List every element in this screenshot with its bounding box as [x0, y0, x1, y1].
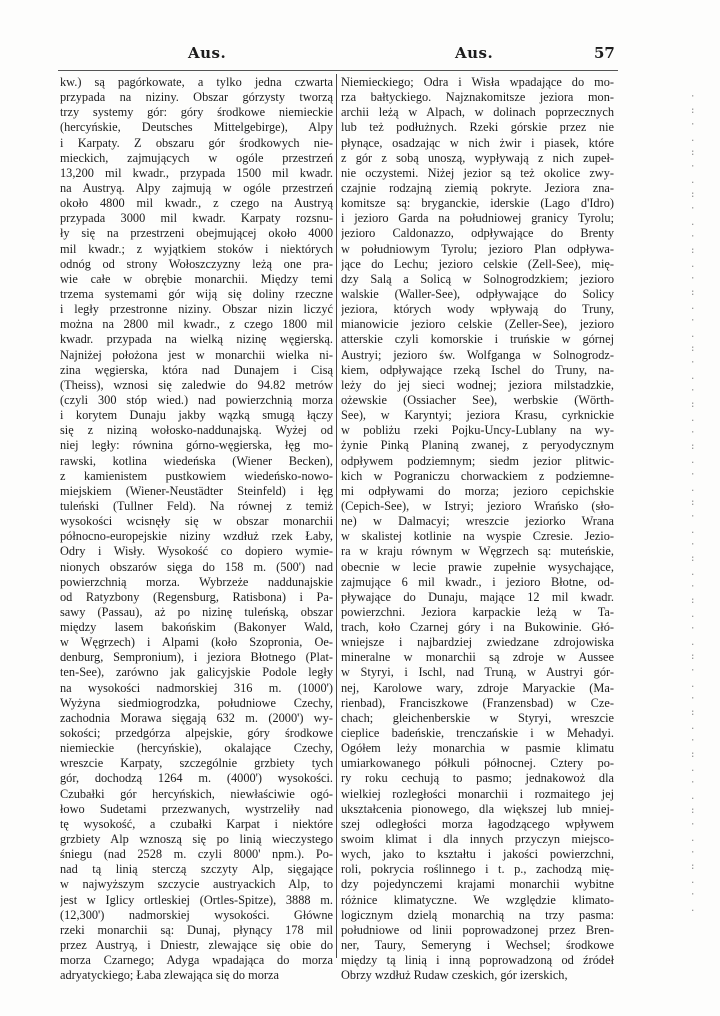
text-line: kwadr. przypada na wielką nizinę węgierską.	[60, 332, 333, 347]
text-line: jące do Lechu; jezioro celskie (Zell-See), mię-	[341, 256, 614, 271]
header-right-word: Aus.	[455, 44, 494, 62]
text-line: wych, jako to kształtu i jakości powierzchni,	[341, 847, 614, 862]
text-line: mieckich, zajmujących w ogóle przestrzeń	[60, 150, 333, 165]
text-line: wniejsze i najbardziej zwiedzane zdrojowiska	[341, 635, 614, 650]
text-line: umiarkowanego półkuli północnej. Cztery po-	[341, 756, 614, 771]
text-line: (hercyńskie, Deutsches Mittelgebirge), Alpy	[60, 120, 333, 135]
text-line: wysokości wcisnęły się w obszar monarchii	[60, 514, 333, 529]
text-line: dzy Salą a Solicą w Solnogrodzkiem; jezioro	[341, 271, 614, 286]
text-line: w najwyższym szczycie austryackich Alp, to	[60, 877, 333, 892]
text-line: walskie (Waller-See), odpływające do Solicy	[341, 286, 614, 301]
text-line: obecnie w lecie prawie zupełnie wysychające,	[341, 559, 614, 574]
text-line: w Styryi, i Ischl, nad Truną, w Austryi gór-	[341, 665, 614, 680]
left-column	[60, 75, 333, 983]
column-divider	[336, 74, 337, 958]
text-line: i jezioro Garda na południowej granicy Tyrolu;	[341, 211, 614, 226]
text-line: czajnie rodzajną ziemią pokryte. Jeziora zna-	[341, 180, 614, 195]
text-line: rawski, kotlina wiedeńska (Wiener Becken),	[60, 453, 333, 468]
text-line: cieplice badeńskie, trenczańskie i w Mehadyi.	[341, 726, 614, 741]
text-line: mineralne w monarchii są zdroje w Aussee	[341, 650, 614, 665]
text-line: żynie Pinką Planiną zwanej, z peryodycznym	[341, 438, 614, 453]
text-line: sokości; przedgórza alpejskie, góry środkowe	[60, 726, 333, 741]
text-line: Wyżyna siedmiogrodzka, południowe Czechy,	[60, 695, 333, 710]
text-line: Odry i Wisły. Wysokość co dopiero wymie-	[60, 544, 333, 559]
scan-margin-noise: · : · . : · . : · . · : . · : . · . : · . · : . · : . · . : · . · : . · : . · . : · . · : . · : . · . : · . · : . · .	[690, 92, 696, 914]
text-line: ra w kraju równym w Węgrzech są: muteńskie,	[341, 544, 614, 559]
text-line: Najniżej położona jest w monarchii wielka ni-	[60, 347, 333, 362]
text-line: mianowicie jezioro celskie (Zeller-See), jezioro	[341, 317, 614, 332]
text-line: ły się na przestrzeni obejmującej około 4000	[60, 226, 333, 241]
text-line: z gór z sobą unoszą, wypływają z nich zupeł-	[341, 150, 614, 165]
text-line: powierzchnią morza. Wybrzeże naddunajskie	[60, 574, 333, 589]
text-line: powierzchni. Jeziora karpackie leżą w Ta-	[341, 604, 614, 619]
text-line: ry roku cechują to pasmo; jednakowoż dla	[341, 771, 614, 786]
text-line: z kamienistem pustkowiem wiedeńsko-nowo-	[60, 468, 333, 483]
text-line: wie całe w obrębie monarchii. Między temi	[60, 271, 333, 286]
text-line: i Karpaty. Z obszaru gór środkowych nie-	[60, 135, 333, 150]
text-line: adryatyckiego; Łaba zlewająca się do morza	[60, 968, 279, 983]
text-line: morza Czarnego; Adyga wpadająca do morza	[60, 953, 333, 968]
right-column	[341, 75, 614, 983]
text-line: północno-europejskie niziny wzdłuż rzek Łaby,	[60, 529, 333, 544]
text-line: nie oczystemi. Niżej jezior są też okolice zwy-	[341, 165, 614, 180]
text-line: ne) w Dalmacyi; wreszcie jeziorko Wrana	[341, 514, 614, 529]
text-line: See), w Karyntyi; jeziora Krasu, cyrknickie	[341, 408, 614, 423]
text-line: między lasem bakońskim (Bakonyer Wald,	[60, 620, 333, 635]
text-line: w Węgrzech) i Alpami (koło Szopronia, Oe-	[60, 635, 333, 650]
text-line: między tą linią i inną poprowadzoną od źródeł	[341, 953, 614, 968]
text-line: od Ratyzbony (Regensburg, Ratisbona) i Pa-	[60, 589, 333, 604]
text-line: tę wysokość, a czubałki Karpat i niektóre	[60, 816, 333, 831]
text-line: w południowym Tyrolu; jezioro Plan odpływa-	[341, 241, 614, 256]
text-line: wreszcie Karpaty, szczególnie grzbiety tych	[60, 756, 333, 771]
text-line: tuleński (Tullner Feld). Na równej z temiż	[60, 498, 333, 513]
text-line: (Cepich-See), w Istryi; jezioro Wrańsko (sło-	[341, 498, 614, 513]
text-line: ożewskie (Ossiacher See), werbskie (Wörth-	[341, 392, 614, 407]
text-line: nej, Karolowe wary, zdroje Maryackie (Ma-	[341, 680, 614, 695]
text-line: się z niziną wołosko-naddunajską. Wyżej od	[60, 423, 333, 438]
text-line: ner, Taury, Semeryng i Wechsel; środkowe	[341, 938, 614, 953]
text-line: Austryi; jezioro św. Wolfganga w Solnogrodz-	[341, 347, 614, 362]
text-line: jeziora, których wody wpływają do Truny,	[341, 302, 614, 317]
page-number: 57	[594, 44, 615, 62]
text-line: swoim klimat i dla innych przyczyn miejsco-	[341, 832, 614, 847]
text-line: i korytem Dunaju jakby wązką smugą łączy	[60, 408, 333, 423]
text-line: trzy systemy gór: góry środkowe niemieckie	[60, 105, 333, 120]
text-line: nad tą linią sterczą szczyty Alp, sięgające	[60, 862, 333, 877]
text-line: lub też podłużnych. Rzeki górskie przez nie	[341, 120, 614, 135]
text-line: grzbiety Alp wznoszą się po linią wieczystego	[60, 832, 333, 847]
text-line: ukształcenia pionowego, dla większej lub mniej-	[341, 801, 614, 816]
text-line: przypada 3000 mil kwadr. Karpaty rozsnu-	[60, 211, 333, 226]
text-line: różnice klimatyczne. We względzie klimato-	[341, 892, 614, 907]
text-line: śniegu (nad 2528 m. czyli 8000' npm.). Po-	[60, 847, 333, 862]
text-line: rza bałtyckiego. Najznakomitsze jeziora mon-	[341, 90, 614, 105]
running-header	[0, 44, 720, 70]
text-line: zina węgierska, która nad Dunajem i Cisą	[60, 362, 333, 377]
text-line: 13,200 mil kwadr., przypada 1500 mil kwadr.	[60, 165, 333, 180]
text-line: odpływem podziemnym; siedm jezior plitwic-	[341, 453, 614, 468]
text-line: nionych obszarów sięga do 158 m. (500') nad	[60, 559, 333, 574]
text-line: ten-See), zarówno jak galicyjskie Podole legły	[60, 665, 333, 680]
text-line: na wysokości nadmorskiej 316 m. (1000')	[60, 680, 333, 695]
text-line: trach, koło Czarnej góry i na Bukowinie. Głó-	[341, 620, 614, 635]
text-line: mi odpływami do morza; jezioro cepichskie	[341, 483, 614, 498]
text-line: logicznym dzielą monarchią na trzy pasma:	[341, 907, 614, 922]
text-line: pływające do Dunaju, mające 12 mil kwadr.	[341, 589, 614, 604]
text-line: komitsze są: bryganckie, iderskie (Lago d'Idro)	[341, 196, 614, 211]
text-line: Ogółem leży monarchia w pasmie klimatu	[341, 741, 614, 756]
text-line: Obrzy wzdłuż Rudaw czeskich, gór izerskich,	[341, 968, 568, 983]
text-line: około 4800 mil kwadr., z czego na Austryą	[60, 196, 333, 211]
text-line: roli, pokrycia roślinnego i t. p., zachodzą mię-	[341, 862, 614, 877]
text-line: chach; gleichenberskie w Styryi, wreszcie	[341, 710, 614, 725]
header-left-word: Aus.	[188, 44, 227, 62]
text-line: (Theiss), wznosi się zaledwie do 94.82 metrów	[60, 377, 333, 392]
text-line: łowo Sudetami przezwanych, wystrzeliły nad	[60, 801, 333, 816]
text-line: miejskiem (Wiener-Neustädter Steinfeld) i łęg	[60, 483, 333, 498]
text-line: szej odległości morza łagodzącego wpływem	[341, 816, 614, 831]
text-line: kich w Pograniczu chorwackiem z podziemne-	[341, 468, 614, 483]
text-line: przypada na niziny. Obszar górzysty tworzą	[60, 90, 333, 105]
text-line: archii leżą w Alpach, w dolinach poprzecznych	[341, 105, 614, 120]
text-line: wielkiej rozległości monarchii i rozmaitego jej	[341, 786, 614, 801]
text-line: jest w Iglicy ortleskiej (Ortles-Spitze), 3888 m.	[60, 892, 333, 907]
text-line: dzy pojedynczemi krajami monarchii wybitne	[341, 877, 614, 892]
text-line: niemieckie (hercyńskie), okalające Czechy,	[60, 741, 333, 756]
text-line: w pobliżu rzeki Pojku-Uncy-Lublany na wy-	[341, 423, 614, 438]
text-line: można na 2800 mil kwadr., z czego 1800 mil	[60, 317, 333, 332]
text-line: Niemieckiego; Odra i Wisła wpadające do mo-	[341, 75, 614, 89]
text-line: i legły przestronne niziny. Obszar nizin liczyć	[60, 302, 333, 317]
text-line: Czubałki gór hercyńskich, niewłaściwie ogó-	[60, 786, 333, 801]
text-line: rzeki monarchii są: Dunaj, płynący 178 mil	[60, 922, 333, 937]
text-line: kw.) są pagórkowate, a tylko jedna czwarta	[60, 75, 333, 89]
text-line: mil kwadr.; z wyjątkiem stoków i niektórych	[60, 241, 333, 256]
text-line: płynące, osadzając w nich żwir i piasek, które	[341, 135, 614, 150]
text-line: niej legły: równina górno-węgierska, łęg mo-	[60, 438, 333, 453]
text-line: na Austryą. Alpy zajmują w ogóle przestrzeń	[60, 180, 333, 195]
text-line: (czyli 300 stóp wied.) nad powierzchnią morza	[60, 392, 333, 407]
text-line: odnóg od strony Wołoszczyzny leżą one pra-	[60, 256, 333, 271]
text-line: leży do jej sieci wodnej; jeziora milstadzkie,	[341, 377, 614, 392]
text-line: w skalistej kotlinie na wyspie Czresie. Jezio-	[341, 529, 614, 544]
text-line: rienbad), Franciszkowe (Franzensbad) w Cze-	[341, 695, 614, 710]
text-line: gór, dochodzą 1264 m. (4000') wysokości.	[60, 771, 333, 786]
text-line: atterskie czyli komorskie i truńskie w górnej	[341, 332, 614, 347]
text-line: przez Austryą, i Dniestr, zlewające się obie do	[60, 938, 333, 953]
text-line: trzema systemami gór wiją się doliny rzeczne	[60, 286, 333, 301]
text-line: sawy (Passau), aż po nizinę tuleńską, obszar	[60, 604, 333, 619]
text-line: południowe od linii poprowadzonej przez Bren-	[341, 922, 614, 937]
text-line: jezioro Caldonazzo, odpływające do Brenty	[341, 226, 614, 241]
text-line: denburg, Sempronium), i jeziora Błotnego (Plat-	[60, 650, 333, 665]
text-line: kiem, odpływające rzeką Ischel do Truny, na-	[341, 362, 614, 377]
header-rule	[58, 70, 618, 71]
text-line: zajmujące 6 mil kwadr., i jezioro Błotne, od-	[341, 574, 614, 589]
text-line: (12,300') nadmorskiej wysokości. Główne	[60, 907, 333, 922]
text-line: zachodnia Morawa sięgają 632 m. (2000') wy-	[60, 710, 333, 725]
